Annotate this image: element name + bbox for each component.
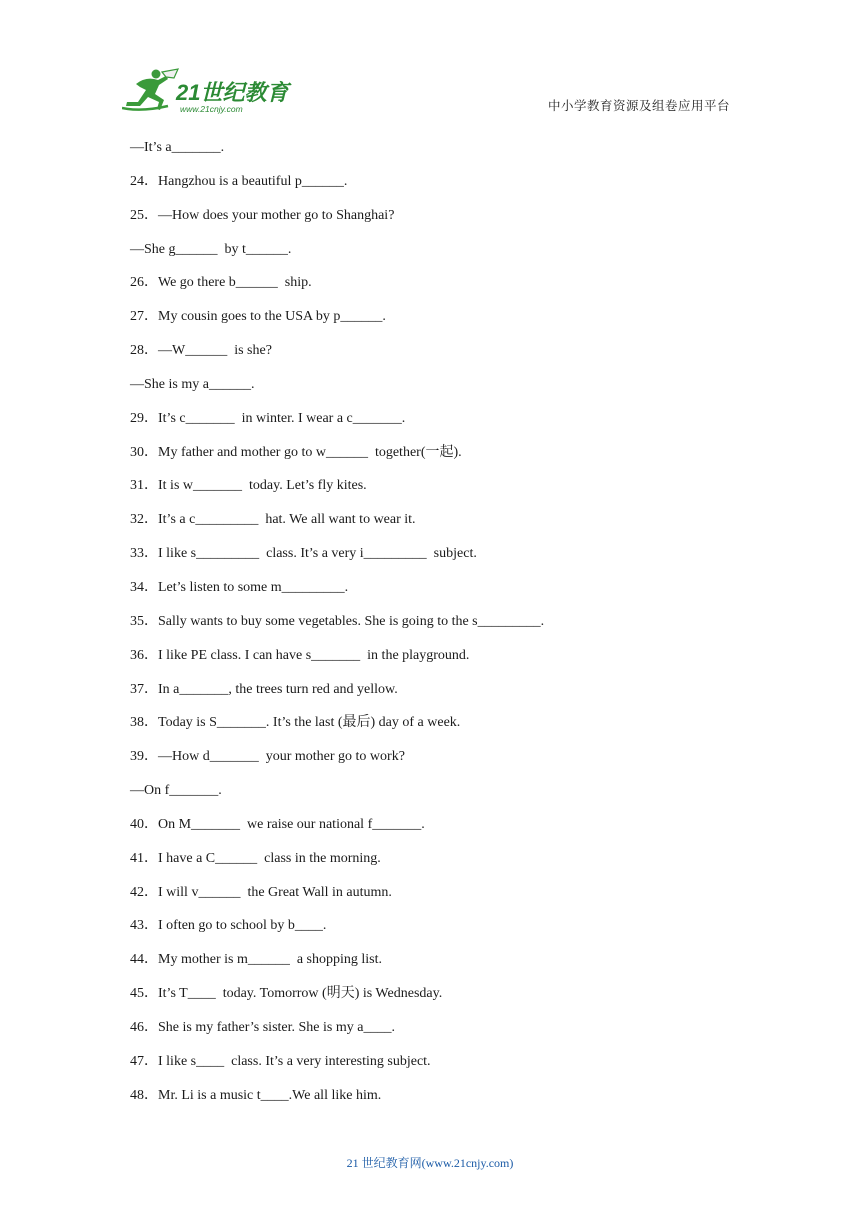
site-logo [122,66,292,118]
exercise-line: 35．Sally wants to buy some vegetables. She is going to the s_________. [130,613,545,629]
exercise-line: 24．Hangzhou is a beautiful p______. [130,173,348,189]
exercise-line: 28．—W______ is she? [130,343,272,359]
exercise-line: 42．I will v______ the Great Wall in autumn. [130,884,392,900]
logo-title: 21世纪教育 [176,80,289,105]
platform-label: 中小学教育资源及组卷应用平台 [547,99,730,113]
exercise-line: —She is my a______. [130,376,255,392]
page-footer: 21 世纪教育网(www.21cnjy.com) [346,1156,514,1170]
page-header [0,0,860,120]
exercise-line: 26．We go there b______ ship. [130,275,312,291]
exercise-line: 31．It is w_______ today. Let’s fly kites. [130,478,367,494]
exercise-line: —It’s a_______. [130,140,225,155]
exercise-line: 47．I like s____ class. It’s a very interesting subject. [130,1053,431,1069]
logo-url: www.21cnjy.com [180,104,243,114]
exercise-line: 48．Mr. Li is a music t____.We all like him. [130,1087,382,1103]
exercise-line: 25．—How does your mother go to Shanghai? [130,207,395,223]
exercise-line: 33．I like s_________ class. It’s a very i_________ subject. [130,546,477,562]
exercise-line: 38．Today is S_______. It’s the last (最后) day of a week. [130,715,461,731]
exercise-line: 32．It’s a c_________ hat. We all want to wear it. [130,512,416,528]
exercise-line: 40．On M_______ we raise our national f_______. [130,816,425,832]
exercise-line: —She g______ by t______. [130,241,292,257]
exercise-line: 34．Let’s listen to some m_________. [130,579,349,595]
exercise-line: 27．My cousin goes to the USA by p______. [130,309,386,325]
exercise-line: 46．She is my father’s sister. She is my a____. [130,1019,395,1035]
exercise-line: 45．It’s T____ today. Tomorrow (明天) is Wednesday. [130,986,443,1002]
exercise-line: 44．My mother is m______ a shopping list. [130,952,382,968]
runner-icon [122,69,178,110]
exercise-line: 30．My father and mother go to w______ together(一起). [130,444,462,460]
exercise-line: —On f_______. [130,783,222,799]
exercise-line: 41．I have a C______ class in the morning. [130,850,381,866]
exercise-line: 39．—How d_______ your mother go to work? [130,749,405,765]
exercise-list [130,137,750,1118]
exercise-line: 43．I often go to school by b____. [130,918,327,934]
exercise-line: 36．I like PE class. I can have s_______ in the playground. [130,647,470,663]
exercise-line: 29．It’s c_______ in winter. I wear a c_______. [130,410,406,426]
exercise-line: 37．In a_______, the trees turn red and yellow. [130,681,398,697]
